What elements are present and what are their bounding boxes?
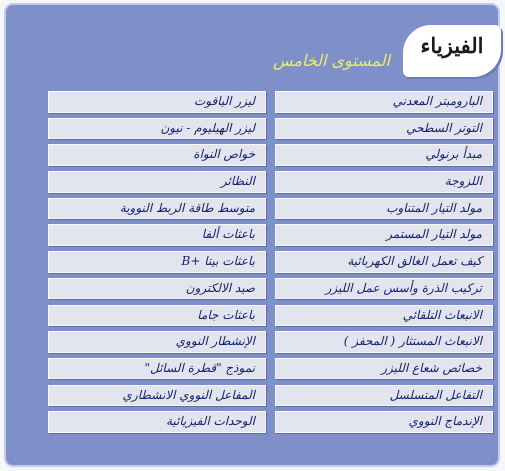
topic-button[interactable]: خواص النواة xyxy=(48,144,266,166)
topic-button[interactable]: مولد التيار المستمر xyxy=(275,224,493,246)
topic-button[interactable]: الانبعاث المستثار ( المحفز ) xyxy=(275,331,493,353)
topic-button[interactable]: الوحدات الفيزيائية xyxy=(48,411,266,433)
topic-button[interactable]: الإنشطار النووي xyxy=(48,331,266,353)
subject-title: الفيزياء xyxy=(420,33,484,58)
topic-button[interactable]: باعثات جاما xyxy=(48,305,266,327)
topic-button[interactable]: باعثات بيتا +B xyxy=(48,251,266,273)
topic-button[interactable]: اللزوجة xyxy=(275,171,493,193)
topic-button[interactable]: باعثات ألفا xyxy=(48,224,266,246)
topic-button[interactable]: الإندماج النووي xyxy=(275,411,493,433)
topic-button[interactable]: البارومبتر المعدني xyxy=(275,91,493,113)
topic-button[interactable]: ليزر الياقوت xyxy=(48,91,266,113)
topic-button[interactable]: تركيب الذرة وأسس عمل الليزر xyxy=(275,278,493,300)
topic-button[interactable]: النظائر xyxy=(48,171,266,193)
topic-button[interactable]: الانبعاث التلقائي xyxy=(275,305,493,327)
topic-button[interactable]: نموذج "قطرة السائل" xyxy=(48,358,266,380)
topic-button[interactable]: مولد التيار المتناوب xyxy=(275,198,493,220)
topic-button[interactable]: خصائص شعاع الليزر xyxy=(275,358,493,380)
topic-button[interactable]: مبدأ برنولي xyxy=(275,144,493,166)
subject-logo-leaf xyxy=(403,25,501,77)
topic-button[interactable]: المفاعل النووي الانشطاري xyxy=(48,385,266,407)
topic-button[interactable]: كيف تعمل الغالق الكهربائية xyxy=(275,251,493,273)
topics-grid xyxy=(48,91,493,438)
topic-button[interactable]: متوسط طاقة الربط النووية xyxy=(48,198,266,220)
topic-button[interactable]: التوتر السطحي xyxy=(275,118,493,140)
topic-button[interactable]: صيد الالكترون xyxy=(48,278,266,300)
topic-button[interactable]: ليزر الهيليوم - نيون xyxy=(48,118,266,140)
level-title: المستوى الخامس xyxy=(272,51,390,70)
topic-button[interactable]: التفاعل المتسلسل xyxy=(275,385,493,407)
